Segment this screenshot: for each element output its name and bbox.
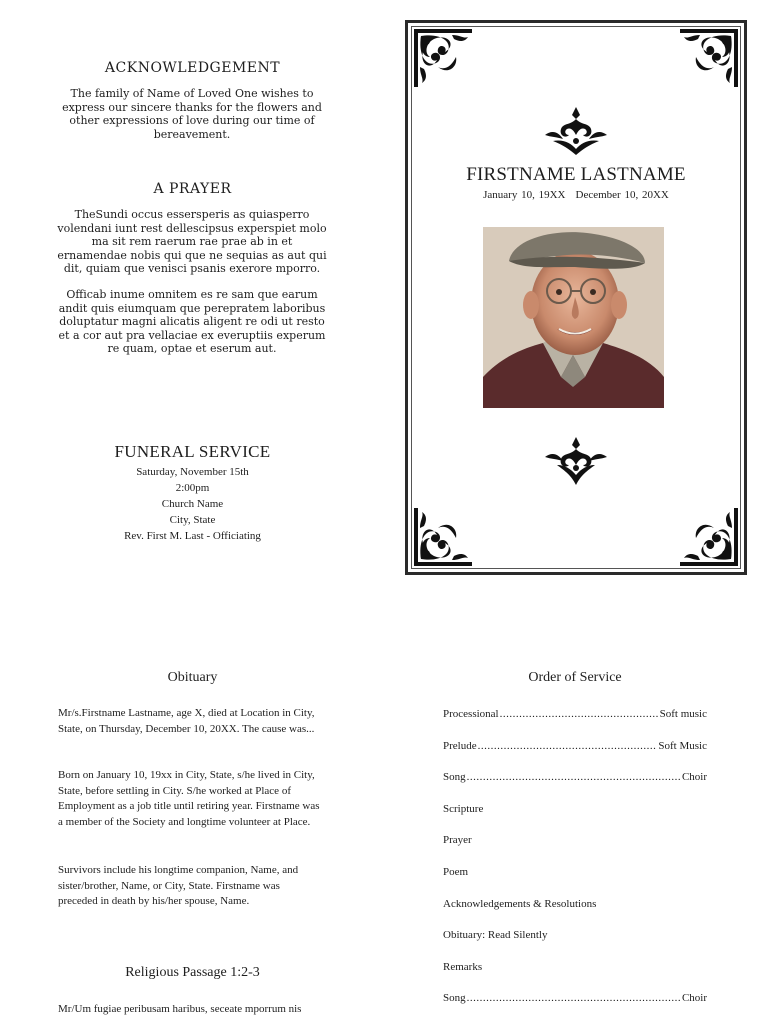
ornate-corner-icon: [678, 506, 740, 568]
service-church: Church Name: [161, 498, 224, 510]
service-item-label: Prayer: [443, 834, 472, 847]
service-officiant: Rev. First M. Last - Officiating: [124, 530, 261, 542]
service-item-detail: Choir: [681, 992, 707, 1005]
portrait-photo: [483, 227, 664, 408]
obituary-paragraph-3: Survivors include his longtime companion, Name, and sister/brother, Name, or City, State. Firstname was preceded in death by his/her spouse, Name.: [58, 864, 299, 908]
service-item-detail: Soft music: [659, 708, 707, 720]
service-item-label: Poem: [443, 865, 469, 878]
service-item: [443, 926, 707, 958]
service-location: City, State: [169, 514, 216, 526]
service-item: [443, 895, 707, 927]
service-item-label: Acknowledgements & Resolutions: [443, 897, 597, 910]
service-item: [443, 737, 707, 769]
service-item: [443, 831, 707, 863]
ornate-corner-icon: [678, 27, 740, 89]
acknowledgement-title: ACKNOWLEDGEMENT: [104, 60, 281, 76]
service-item-label: Prelude: [443, 739, 477, 752]
cover-dates: [408, 189, 744, 201]
service-time: 2:00pm: [175, 482, 210, 494]
leader-dots: [500, 705, 659, 723]
order-of-service-list: [443, 705, 707, 1021]
service-item-label: Remarks: [443, 960, 483, 973]
death-date: December 10, 20XX: [575, 189, 669, 201]
service-item-detail: Choir: [681, 771, 707, 784]
service-item: [443, 958, 707, 990]
service-item: [443, 705, 707, 737]
ornate-corner-icon: [412, 506, 474, 568]
prayer-title: A PRAYER: [153, 181, 232, 197]
leader-dots: [478, 737, 658, 755]
ornate-corner-icon: [412, 27, 474, 89]
prayer-paragraph-1: TheSundi occus essersperis as quiasperro volendani iunt rest dellescipsus experspiet molo ma sit rem raerum rae prae ab in et ernamendae nobis qui que ne sequias as aut qui dit, quiam que venisci psanis exerore mporro.: [57, 208, 327, 276]
service-item-label: Song: [443, 992, 466, 1005]
order-of-service-title: Order of Service: [528, 670, 622, 685]
leader-dots: [467, 989, 681, 1007]
service-item-detail: Soft Music: [658, 739, 707, 752]
cover-panel: [405, 20, 747, 575]
funeral-service-details: [60, 464, 325, 544]
service-item-label: Song: [443, 771, 466, 784]
religious-passage-text: Mr/Um fugiae peribusam haribus, seceate mporrum nis: [58, 1003, 302, 1015]
religious-passage-title: Religious Passage 1:2-3: [125, 965, 260, 980]
obituary-paragraph-1: Mr/s.Firstname Lastname, age X, died at Location in City, State, on Thursday, December 10, 20XX. The cause was...: [58, 707, 315, 735]
cover-name: FIRSTNAME LASTNAME: [466, 164, 686, 185]
service-item-label: Scripture: [443, 802, 484, 815]
service-item: [443, 768, 707, 800]
funeral-service-title: FUNERAL SERVICE: [114, 442, 271, 461]
leader-dots: [467, 768, 681, 786]
obituary-paragraph-2: Born on January 10, 19xx in City, State, s/he lived in City, State, before settling in City. S/he worked at Place of Employment as a job title until retiring year. Firstname was a member of the Society and longtime volunteer at Place.: [58, 769, 320, 828]
birth-date: January 10, 19XX: [483, 189, 566, 201]
obituary-title: Obituary: [167, 670, 218, 685]
service-item-label: Obituary: Read Silently: [443, 929, 548, 942]
prayer-paragraph-2: Officab inume omnitem es re sam que earum andit quis eiumquam que perepratem laboribus doluptatur magni alicatis aligent re odi ut resto et a cor aut pra vellaciae ex everuptiis experum re quam, optae et eserum aut.: [58, 288, 326, 356]
service-date: Saturday, November 15th: [136, 466, 249, 478]
service-item: [443, 863, 707, 895]
service-item: [443, 800, 707, 832]
flourish-ornament-icon: [543, 105, 609, 157]
service-item-label: Processional: [443, 708, 499, 720]
acknowledgement-text: The family of Name of Loved One wishes to express our sincere thanks for the flowers and other expressions of love during our time of bereavement.: [62, 87, 322, 141]
flourish-ornament-icon: [543, 435, 609, 487]
service-item: [443, 989, 707, 1021]
